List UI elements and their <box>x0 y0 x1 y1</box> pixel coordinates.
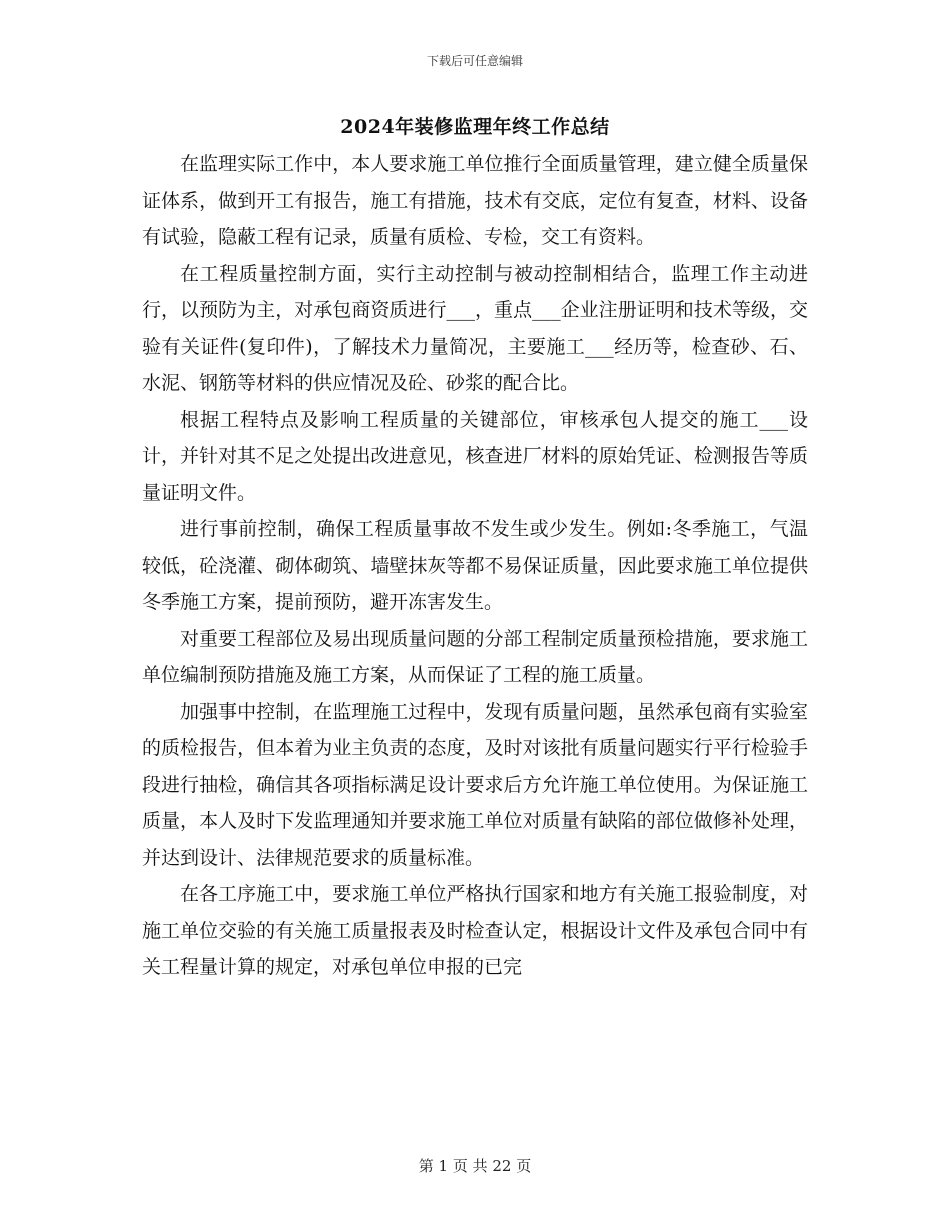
paragraph-4: 进行事前控制，确保工程质量事故不发生或少发生。例如:冬季施工，气温较低，砼浇灌、砌体砌筑、墙壁抹灰等都不易保证质量，因此要求施工单位提供冬季施工方案，提前预防，避开冻害发生。 <box>142 518 808 613</box>
document-title: 2024年装修监理年终工作总结 <box>340 116 610 138</box>
paragraph-3: 根据工程特点及影响工程质量的关键部位，审核承包人提交的施工___设计，并针对其不足之处提出改进意见，核查进厂材料的原始凭证、检测报告等质量证明文件。 <box>142 408 808 504</box>
page-number: 第 1 页 共 22 页 <box>418 1157 532 1175</box>
paragraph-5: 对重要工程部位及易出现质量问题的分部工程制定质量预检措施，要求施工单位编制预防措施及施工方案，从而保证了工程的施工质量。 <box>142 627 808 686</box>
paragraph-7: 在各工序施工中，要求施工单位严格执行国家和地方有关施工报验制度，对施工单位交验的有关施工质量报表及时检查认定，根据设计文件及承包合同中有关工程量计算的规定，对承包单位申报的已完 <box>142 883 808 978</box>
paragraph-2: 在工程质量控制方面，实行主动控制与被动控制相结合，监理工作主动进行，以预防为主，对承包商资质进行___，重点___企业注册证明和技术等级，交验有关证件(复印件)，了解技术力量简况，主要施工___经历等，检查砂、石、水泥、钢筋等材料的供应情况及砼、砂浆的配合比。 <box>142 262 808 394</box>
document-body <box>142 146 808 986</box>
header-note: 下载后可任意编辑 <box>426 54 523 68</box>
paragraph-6: 加强事中控制，在监理施工过程中，发现有质量问题，虽然承包商有实验室的质检报告，但本着为业主负责的态度，及时对该批有质量问题实行平行检验手段进行抽检，确信其各项指标满足设计要求后方允许施工单位使用。为保证施工质量，本人及时下发监理通知并要求施工单位对质量有缺陷的部位做修补处理，并达到设计、法律规范要求的质量标准。 <box>142 700 808 869</box>
paragraph-1: 在监理实际工作中，本人要求施工单位推行全面质量管理，建立健全质量保证体系，做到开工有报告，施工有措施，技术有交底，定位有复查，材料、设备有试验，隐蔽工程有记录，质量有质检、专检，交工有资料。 <box>142 153 808 248</box>
